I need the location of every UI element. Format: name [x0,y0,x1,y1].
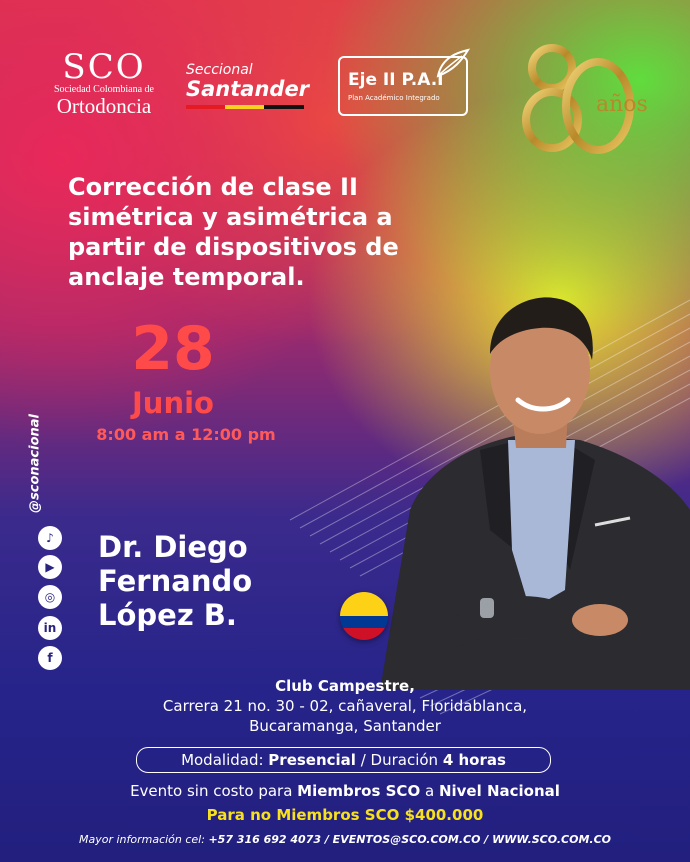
speaker-name-line2: Fernando [98,564,253,598]
anniversary-word: años [596,92,648,117]
contact-value[interactable]: +57 316 692 4073 / EVENTOS@SCO.COM.CO / WWW.SCO.COM.CO [208,833,612,846]
social-handle [24,412,46,522]
event-title: Corrección de clase II simétrica y asimétrica a partir de dispositivos de anclaje temporal. [68,173,399,291]
leaf-icon [432,46,472,86]
sco-letters: SCO [62,47,146,87]
modality-separator: / [355,751,371,769]
venue-address-line2: Bucaramanga, Santander [249,717,441,735]
venue-block [110,676,580,736]
pai-title: Eje II P.A.I [348,70,444,90]
sco-logo [44,47,164,118]
event-time: 8:00 am a 12:00 pm [96,425,276,444]
cost-level: Nivel Nacional [438,782,560,800]
duration-label: Duración [370,751,443,769]
facebook-icon[interactable]: f [38,646,62,670]
cost-members: Miembros SCO [297,782,421,800]
non-member-price: Para no Miembros SCO $400.000 [206,806,484,824]
contact-info [60,833,630,846]
social-handle-text: @sconacional [27,414,43,513]
modality-badge [136,747,551,773]
event-day: 28 [131,314,215,384]
instagram-icon[interactable]: ◎ [38,585,62,609]
modality-label: Modalidad: [181,751,269,769]
seccional-label: Seccional [186,62,253,78]
cost-info [60,782,630,800]
cost-mid: a [420,782,439,800]
sco-subtitle: Sociedad Colombiana de [54,84,154,95]
youtube-icon[interactable]: ▶ [38,555,62,579]
flag-stripe [186,105,304,109]
venue-name: Club Campestre, [275,677,415,695]
colombia-flag-icon [340,592,388,640]
pai-subtitle: Plan Académico Integrado [348,94,440,102]
pai-logo [338,56,468,116]
anniversary-number [518,40,519,41]
sco-name: Ortodoncia [56,94,152,118]
linkedin-icon[interactable]: in [38,616,62,640]
venue-address-line1: Carrera 21 no. 30 - 02, cañaveral, Floridablanca, [162,697,528,715]
speaker-name-line1: Dr. Diego [98,530,248,564]
cost-prefix: Evento sin costo para [130,782,298,800]
seccional-logo [186,62,316,109]
modality-value: Presencial [268,751,356,769]
anniversary-logo [518,40,658,158]
duration-value: 4 horas [442,751,506,769]
speaker-name [98,530,298,632]
tiktok-icon[interactable]: ♪ [38,526,62,550]
contact-label: Mayor información cel: [78,833,209,846]
speaker-photo [340,290,690,690]
event-month: Junio [132,386,214,420]
speaker-name-line3: López B. [98,598,237,632]
seccional-region: Santander [186,77,310,101]
